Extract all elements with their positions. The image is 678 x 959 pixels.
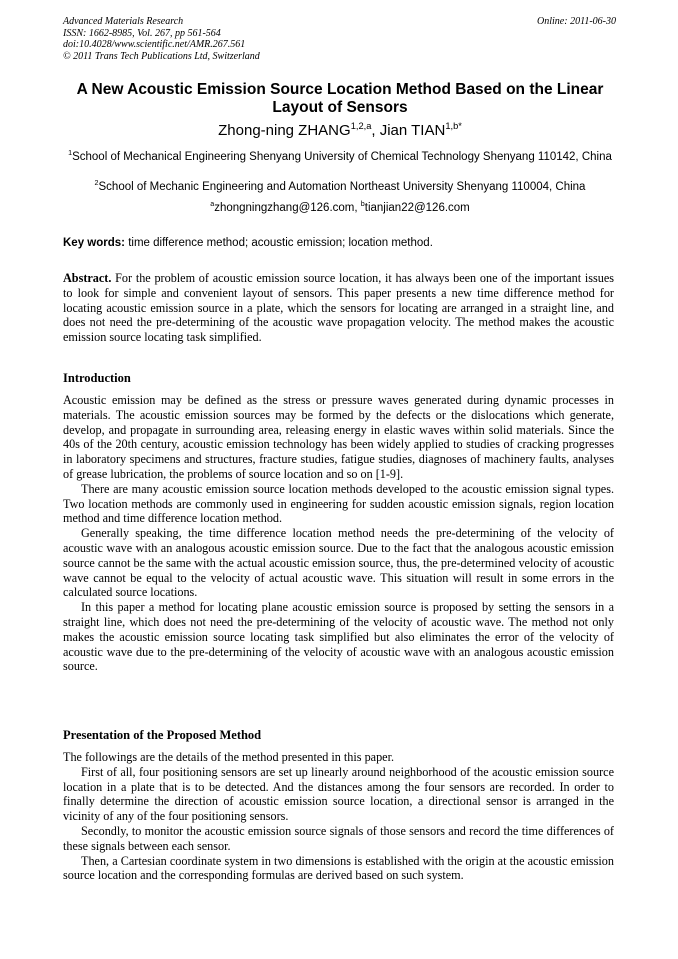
journal-name: Advanced Materials Research	[63, 16, 184, 27]
copyright-line: © 2011 Trans Tech Publications Ltd, Switzerland	[63, 50, 260, 62]
author-1-sup: 1,2,a	[350, 121, 372, 131]
affiliation-2-sup: 2	[94, 179, 99, 188]
author-line	[50, 122, 630, 140]
method-paragraph: The followings are the details of the method presented in this paper.	[63, 750, 395, 764]
intro-paragraph: Generally speaking, the time difference location method needs the pre-determining of the velocity of acoustic wave with an analogous acoustic emission source. Due to the fact that the analogous acoustic emission source cannot be the same with the actual acoustic emission source, thus, the pre-determined velocity of acoustic wave cannot be equal to the velocity of actual acoustic wave. This situation will result in some errors in the calculated source locations.	[63, 526, 614, 600]
author-2-sup: 1,b*	[445, 121, 462, 131]
intro-paragraph: Acoustic emission may be defined as the stress or pressure waves generated during dynamic processes in materials. The acoustic emission sources may be formed by the defects or the dislocations which generate, develop, and propagate in surrounding area, releasing energy in elastic waves within solid materials. Since the 40s of the 20th century, acoustic emission technology has been widely applied to studies of cracking progresses in laboratory specimens and structures, fracture studies, fatigue studies, diagnoses of machinery faults, analyses of grease lubrication, the problems of source location and so on [1-9].	[63, 393, 614, 481]
method-paragraph: Secondly, to monitor the acoustic emission source signals of those sensors and record the time differences of these signals between each sensor.	[63, 823, 614, 853]
abstract-label: Abstract.	[63, 271, 112, 285]
introduction-heading: Introduction	[63, 371, 131, 385]
keywords-text: time difference method; acoustic emission; location method.	[125, 237, 433, 249]
method-paragraph: Then, a Cartesian coordinate system in two dimensions is established with the origin at the acoustic emission source location and the corresponding formulas are derived based on such system.	[63, 853, 614, 883]
author-2-name: Jian TIAN	[379, 122, 446, 139]
abstract	[63, 271, 614, 345]
author-separator: ,	[371, 122, 380, 139]
paper-title: A New Acoustic Emission Source Location Method Based on the Linear Layout of Sensors	[76, 81, 604, 116]
affiliation-2	[60, 180, 620, 194]
intro-paragraph: There are many acoustic emission source location methods developed to the acoustic emission signal types. Two location methods are commonly used in engineering for sudden acoustic emission signals, region location method and time difference location method.	[63, 481, 614, 526]
intro-paragraph: In this paper a method for locating plane acoustic emission source is proposed by setting the sensors in a straight line, which does not need the pre-determining of the velocity of acoustic wave. The method not only makes the acoustic emission source locating task simplified but also eliminates the error of the velocity of acoustic wave due to the pre-determining of the velocity of acoustic wave with an analogous acoustic emission source.	[63, 600, 614, 674]
email-line	[50, 201, 630, 215]
email-a: zhongningzhang@126.com,	[214, 202, 361, 214]
doi-line: doi:10.4028/www.scientific.net/AMR.267.561	[63, 39, 246, 50]
email-a-sup: a	[210, 200, 215, 209]
journal-info	[63, 16, 616, 62]
keywords-label: Key words:	[63, 237, 125, 249]
abstract-text: For the problem of acoustic emission source location, it has always been one of the important issues to look for simple and convenient layout of sensors. This paper presents a new time difference method for locating acoustic emission source in a plate, which the sensors for locating are arranged in a straight line, and does not need the pre-determining of the acoustic wave propagation velocity. The method makes the acoustic emission source locating task simplified.	[63, 271, 614, 345]
affiliation-2-text: School of Mechanic Engineering and Automation Northeast University Shenyang 110004, China	[98, 181, 586, 193]
method-body	[63, 750, 614, 883]
method-heading: Presentation of the Proposed Method	[63, 728, 262, 742]
introduction-body	[63, 393, 614, 674]
author-1-name: Zhong-ning ZHANG	[218, 122, 351, 139]
issn-line: ISSN: 1662-8985, Vol. 267, pp 561-564	[63, 27, 221, 39]
affiliation-1-sup: 1	[68, 149, 73, 158]
email-b-sup: b	[360, 200, 365, 209]
affiliation-1	[60, 150, 620, 164]
affiliation-1-text: School of Mechanical Engineering Shenyang University of Chemical Technology Shenyang 110142, China	[72, 151, 612, 163]
method-paragraph: First of all, four positioning sensors are set up linearly around neighborhood of the acoustic emission source location in a plate that is to be detected. And the distances among the four sensors are recorded. In order to finally determine the direction of acoustic emission source location, a directional sensor is arranged in the vicinity of any of the four positioning sensors.	[63, 764, 614, 824]
keywords	[63, 236, 623, 250]
running-header	[63, 16, 616, 62]
online-date: Online: 2011-06-30	[537, 16, 616, 27]
email-b: tianjian22@126.com	[364, 202, 470, 214]
